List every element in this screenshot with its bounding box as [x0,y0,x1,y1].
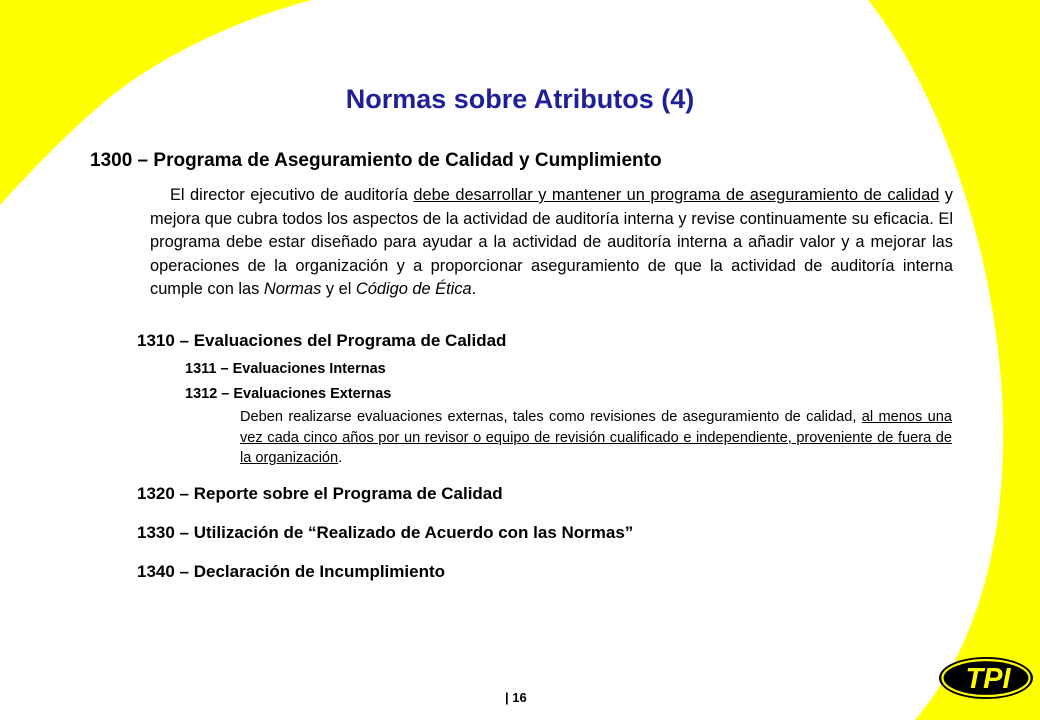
heading-1320: 1320 – Reporte sobre el Programa de Calidad [137,484,503,503]
heading-1311: 1311 – Evaluaciones Internas [185,361,386,377]
paragraph-1300: El director ejecutivo de auditoría debe desarrollar y mantener un programa de aseguramiento de calidad y mejora que cubra todos los aspectos de la actividad de auditoría interna y revise continuamente su eficacia. El programa debe estar diseñado para ayudar a la actividad de auditoría interna a añadir valor y a mejorar las operaciones de la organización y a proporcionar aseguramiento de que la actividad de auditoría interna cumple con las Normas y el Código de Ética. [150,186,953,299]
tpi-logo-icon [939,657,1033,699]
heading-1330: 1330 – Utilización de “Realizado de Acuerdo con las Normas” [137,523,634,542]
heading-1312: 1312 – Evaluaciones Externas [185,386,392,402]
heading-1310: 1310 – Evaluaciones del Programa de Calidad [137,331,507,350]
page-number: | 16 [505,690,527,705]
paragraph-1312: Deben realizarse evaluaciones externas, tales como revisiones de aseguramiento de calidad, al menos una vez cada cinco años por un revisor o equipo de revisión cualificado e independiente, proveniente de fuera de la organización. [240,409,952,467]
underlined-text: al menos una vez cada cinco años por un revisor o equipo de revisión cualificado e independiente, proveniente de fuera de la organización [240,409,952,467]
italic-normas: Normas [263,280,322,299]
heading-1300: 1300 – Programa de Aseguramiento de Calidad y Cumplimiento [90,150,662,171]
heading-1340: 1340 – Declaración de Incumplimiento [137,562,446,581]
italic-codigo-etica: Código de Ética [355,280,472,299]
underlined-text: debe desarrollar y mantener un programa de aseguramiento de calidad [413,186,940,204]
tpi-logo-text: TPI [965,663,1011,695]
slide-title: Normas sobre Atributos (4) [345,84,695,114]
